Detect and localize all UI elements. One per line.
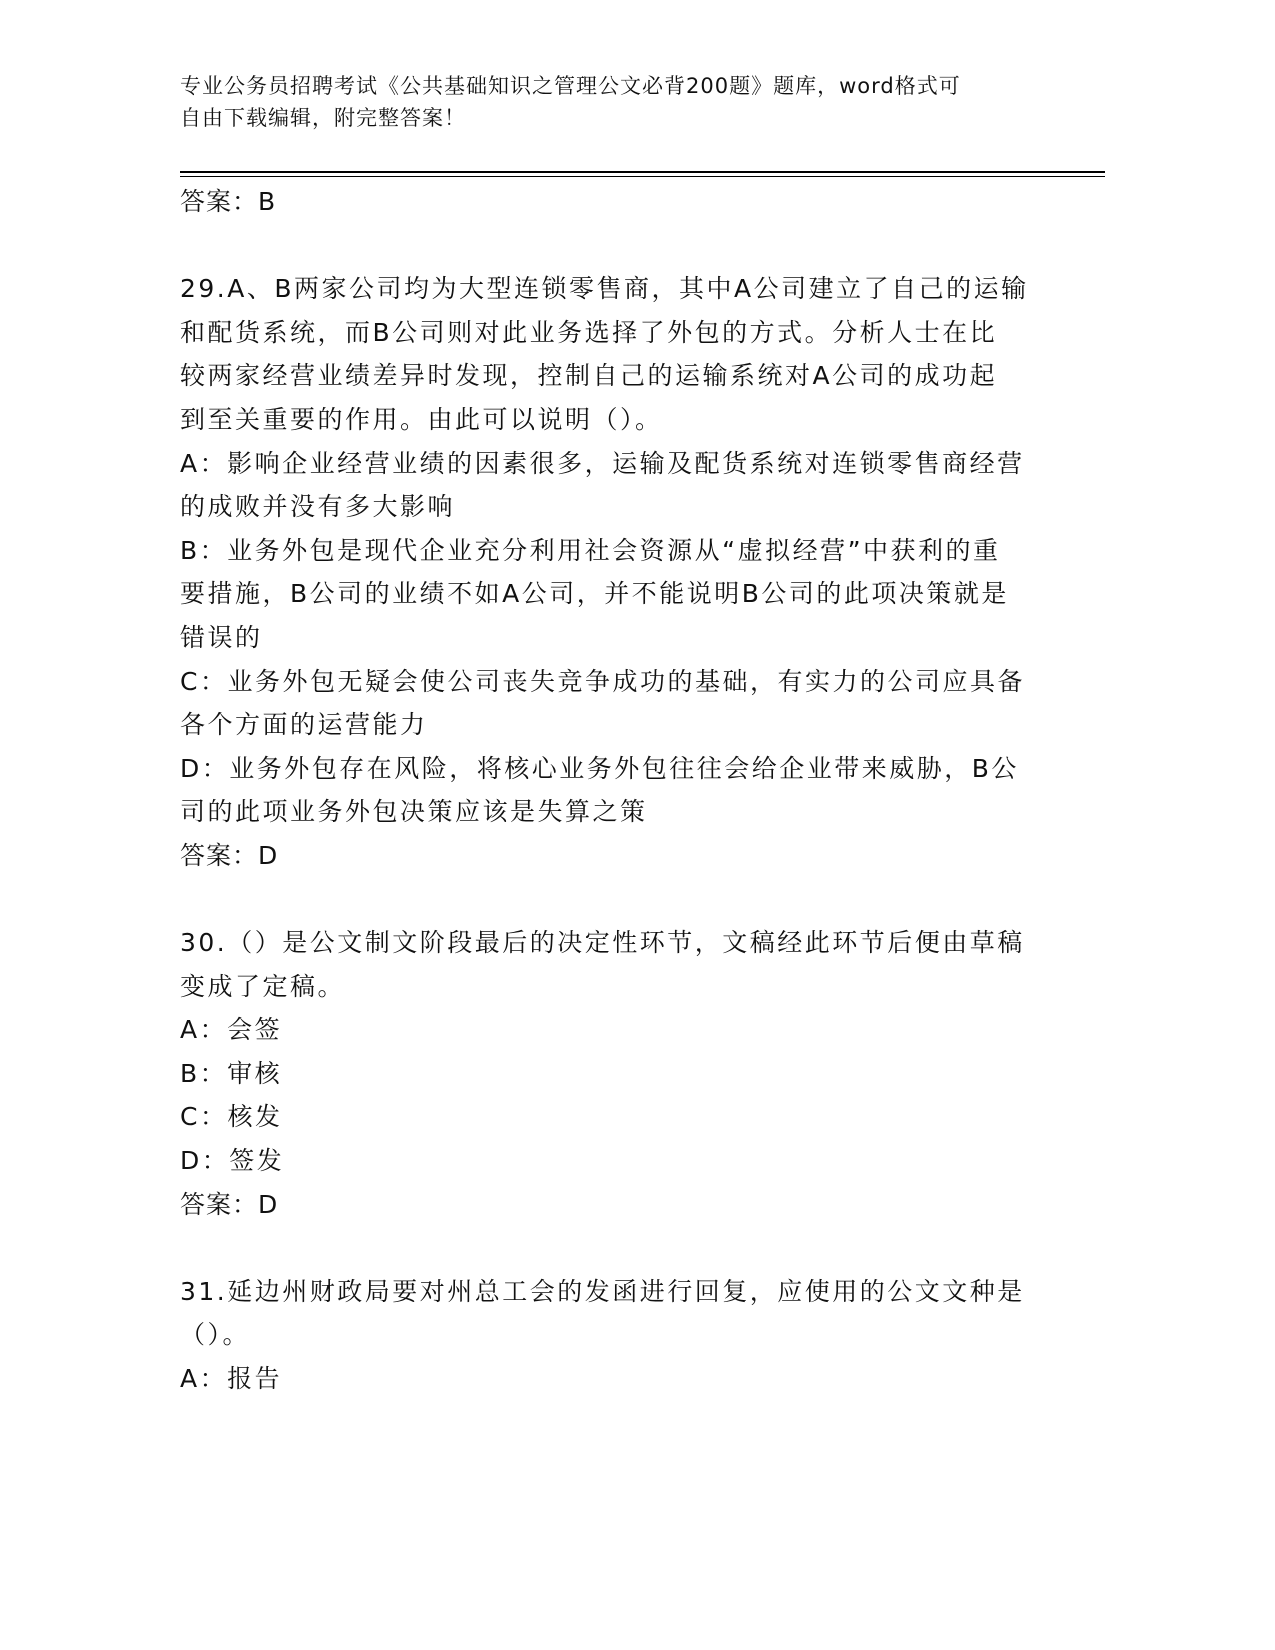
document-header xyxy=(180,70,1030,134)
question-line: C：业务外包无疑会使公司丧失竞争成功的基础，有实力的公司应具备 xyxy=(180,666,1025,696)
answer-line: 答案：D xyxy=(180,840,279,870)
answer-line: 答案：B xyxy=(180,187,277,216)
question-line: 30.（）是公文制文阶段最后的决定性环节，文稿经此环节后便由草稿 xyxy=(180,928,1025,958)
question-30 xyxy=(180,921,1050,1183)
question-line: 较两家经营业绩差异时发现，控制自己的运输系统对A公司的成功起 xyxy=(180,361,998,391)
answer-line: 答案：D xyxy=(180,1189,279,1219)
question-line: 29.A、B两家公司均为大型连锁零售商，其中A公司建立了自己的运输 xyxy=(180,274,1029,304)
question-line: C：核发 xyxy=(180,1102,283,1132)
question-line: 错误的 xyxy=(180,622,263,652)
question-line: B：业务外包是现代企业充分利用社会资源从“虚拟经营”中获利的重 xyxy=(180,535,1001,565)
header-rule-thick xyxy=(180,171,1105,173)
question-line: B：审核 xyxy=(180,1058,283,1088)
question-line: 31.延边州财政局要对州总工会的发函进行回复，应使用的公文文种是 xyxy=(180,1276,1025,1306)
question-line: 和配货系统，而B公司则对此业务选择了外包的方式。分析人士在比 xyxy=(180,317,998,347)
document-body xyxy=(180,180,1050,1401)
question-line: 到至关重要的作用。由此可以说明（）。 xyxy=(180,404,663,434)
header-line: 自由下载编辑，附完整答案！ xyxy=(180,106,466,130)
question-line: A：报告 xyxy=(180,1364,283,1394)
question-line: 司的此项业务外包决策应该是失算之策 xyxy=(180,797,648,827)
question-29 xyxy=(180,267,1050,834)
question-31 xyxy=(180,1270,1050,1401)
question-line: （）。 xyxy=(180,1320,251,1350)
question-line: 变成了定稿。 xyxy=(180,971,346,1001)
question-line: D：签发 xyxy=(180,1146,285,1176)
header-line: 专业公务员招聘考试《公共基础知识之管理公文必背200题》题库，word格式可 xyxy=(180,74,961,98)
question-line: 各个方面的运营能力 xyxy=(180,710,428,740)
question-line: D：业务外包存在风险，将核心业务外包往往会给企业带来威胁，B公 xyxy=(180,753,1019,783)
question-line: A：影响企业经营业绩的因素很多，运输及配货系统对连锁零售商经营 xyxy=(180,448,1025,478)
question-line: 要措施，B公司的业绩不如A公司，并不能说明B公司的此项决策就是 xyxy=(180,579,1009,609)
question-line: 的成败并没有多大影响 xyxy=(180,492,456,522)
header-rule-thin xyxy=(180,176,1105,177)
question-line: A：会签 xyxy=(180,1015,283,1045)
